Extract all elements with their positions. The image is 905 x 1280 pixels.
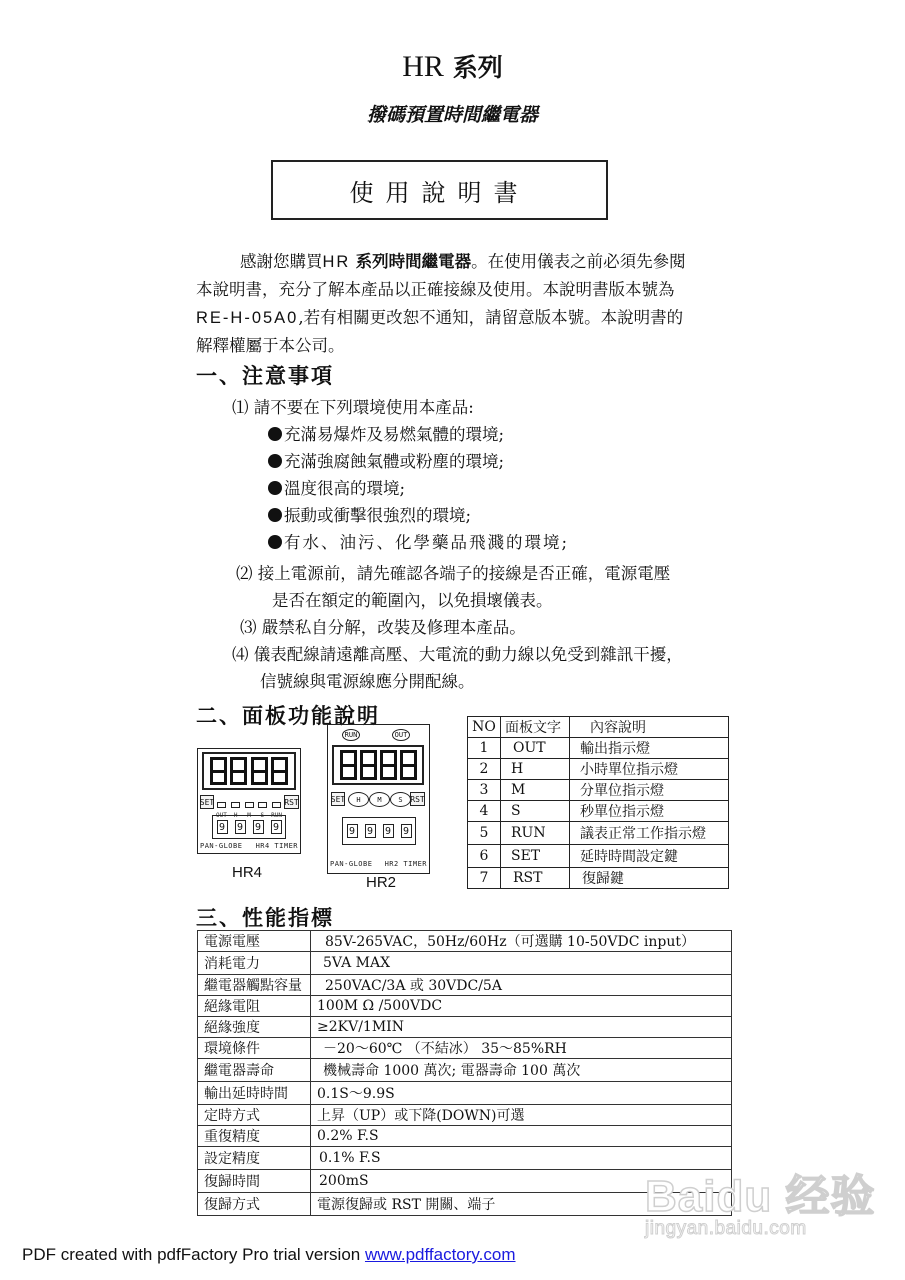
bullet-icon bbox=[268, 427, 282, 441]
hr4-caption: HR4 bbox=[232, 864, 263, 881]
pdf-footer bbox=[22, 1245, 516, 1265]
hr4-brand: PAN-GLOBE bbox=[200, 842, 243, 850]
hr2-out-indicator: OUT bbox=[392, 729, 410, 741]
column-header: NO bbox=[468, 717, 501, 738]
panel-function-table bbox=[467, 716, 729, 889]
spec-label: 絕緣電阻 bbox=[198, 996, 311, 1017]
cell-no: 5 bbox=[468, 822, 501, 845]
thumbwheel-digit: 9 bbox=[217, 820, 228, 834]
oval-m: M bbox=[369, 792, 390, 807]
spec-value: 200mS bbox=[311, 1170, 732, 1193]
hr2-unit-indicators bbox=[348, 792, 411, 807]
thumbwheel-digit: 9 bbox=[365, 824, 376, 838]
spec-label: 定時方式 bbox=[198, 1105, 311, 1126]
spec-label: 繼電器壽命 bbox=[198, 1059, 311, 1082]
bullet-item bbox=[268, 529, 569, 556]
spec-label: 復歸時間 bbox=[198, 1170, 311, 1193]
hr4-thumbwheel-switch bbox=[212, 815, 286, 839]
footer-text: PDF created with pdfFactory Pro trial version bbox=[22, 1245, 365, 1264]
oval-h: H bbox=[348, 792, 369, 807]
cell-label: OUT bbox=[501, 738, 570, 759]
led-icon bbox=[258, 802, 267, 808]
hr2-display bbox=[332, 745, 424, 785]
bullet-text: 有水、油污、化學藥品飛濺的環境; bbox=[284, 533, 570, 552]
cell-desc: 復歸鍵 bbox=[570, 868, 729, 889]
digit-segment bbox=[251, 757, 268, 785]
spec-value: 0.1S～9.9S bbox=[311, 1082, 732, 1105]
hr2-rst-button: RST bbox=[410, 792, 425, 806]
item-number: ⑴ bbox=[232, 398, 249, 417]
table-row bbox=[198, 996, 732, 1017]
led-label: RUN bbox=[271, 812, 282, 819]
spec-value: 0.2% F.S bbox=[311, 1126, 732, 1147]
hr4-display bbox=[202, 752, 296, 790]
item-text: 嚴禁私自分解，改裝及修理本產品。 bbox=[261, 618, 526, 637]
hr2-caption: HR2 bbox=[366, 874, 397, 891]
caution-bullet-list bbox=[268, 421, 569, 556]
bullet-text: 溫度很高的環境; bbox=[284, 479, 406, 498]
table-row bbox=[468, 759, 729, 780]
table-row bbox=[468, 822, 729, 845]
spec-label: 輸出延時時間 bbox=[198, 1082, 311, 1105]
cell-label: H bbox=[501, 759, 570, 780]
hr2-set-button: SET bbox=[331, 792, 345, 806]
table-row bbox=[198, 1126, 732, 1147]
led-label: S bbox=[260, 812, 265, 819]
digit-segment bbox=[230, 757, 247, 785]
column-header: 內容說明 bbox=[570, 717, 729, 738]
item-text: 信號線與電源線應分開配線。 bbox=[260, 672, 475, 691]
series-cn: 系列 bbox=[452, 53, 503, 82]
caution-item-2 bbox=[236, 560, 670, 614]
cell-label: RUN bbox=[501, 822, 570, 845]
intro-text: 感謝您購買 bbox=[240, 252, 323, 271]
intro-line-1 bbox=[196, 248, 744, 276]
cell-no: 7 bbox=[468, 868, 501, 889]
hr4-model: HR4 TIMER bbox=[255, 842, 298, 850]
watermark-url: jingyan.baidu.com bbox=[645, 1218, 807, 1239]
cell-label: SET bbox=[501, 845, 570, 868]
item-text: 儀表配線請遠離高壓、大電流的動力線以免受到雜訊干擾， bbox=[253, 645, 683, 664]
table-row bbox=[198, 1105, 732, 1126]
item-text: 是否在額定的範圍內，以免損壞儀表。 bbox=[272, 591, 553, 610]
led-icon bbox=[245, 802, 254, 808]
digit-segment bbox=[271, 757, 288, 785]
caution-item-3 bbox=[240, 614, 526, 641]
item-number: ⑶ bbox=[240, 618, 257, 637]
spec-label: 電源電壓 bbox=[198, 931, 311, 952]
digit-segment bbox=[210, 757, 227, 785]
hr2-model: HR2 TIMER bbox=[384, 860, 427, 868]
baidu-watermark bbox=[645, 1160, 875, 1240]
thumbwheel-digit: 9 bbox=[383, 824, 394, 838]
bullet-icon bbox=[268, 454, 282, 468]
table-row bbox=[198, 952, 732, 975]
spec-value: 上昇（UP）或下降(DOWN)可選 bbox=[311, 1105, 732, 1126]
spec-value: 機械壽命 1000 萬次; 電器壽命 100 萬次 bbox=[311, 1059, 732, 1082]
bullet-text: 充滿易爆炸及易燃氣體的環境; bbox=[284, 425, 505, 444]
cell-desc: 小時單位指示燈 bbox=[570, 759, 729, 780]
intro-product: 系列時間繼電器 bbox=[355, 252, 472, 271]
spec-value: ≥2KV/1MIN bbox=[311, 1017, 732, 1038]
spec-label: 重復精度 bbox=[198, 1126, 311, 1147]
intro-paragraph bbox=[196, 248, 744, 360]
spec-value: 電源復歸或 RST 開關、端子 bbox=[311, 1193, 732, 1216]
hr2-thumbwheel-switch bbox=[342, 817, 416, 845]
document-subtitle: 撥碼預置時間繼電器 bbox=[366, 104, 538, 126]
watermark-logo: Baidu 经验 bbox=[645, 1172, 876, 1221]
intro-text: ,若有相關更改恕不通知，請留意版本號。本說明書的 bbox=[298, 308, 684, 327]
spec-label: 繼電器觸點容量 bbox=[198, 975, 311, 996]
oval-s: S bbox=[390, 792, 411, 807]
manual-title: 使用說明書 bbox=[349, 178, 530, 207]
thumbwheel-digit: 9 bbox=[271, 820, 282, 834]
item-number: ⑷ bbox=[232, 645, 249, 664]
hr2-brand: PAN-GLOBE bbox=[330, 860, 373, 868]
manual-title-box bbox=[271, 160, 608, 220]
table-row bbox=[468, 801, 729, 822]
intro-series: HR bbox=[322, 253, 351, 271]
section-2-heading: 二、面板功能說明 bbox=[196, 704, 380, 728]
digit-segment bbox=[360, 750, 377, 780]
cell-desc: 輸出指示燈 bbox=[570, 738, 729, 759]
table-row bbox=[198, 1038, 732, 1059]
bullet-item bbox=[268, 421, 569, 448]
led-icon bbox=[217, 802, 226, 808]
thumbwheel-digit: 9 bbox=[253, 820, 264, 834]
spec-label: 絕緣強度 bbox=[198, 1017, 311, 1038]
cell-desc: 延時時間設定鍵 bbox=[570, 845, 729, 868]
column-header: 面板文字 bbox=[501, 717, 570, 738]
cell-no: 6 bbox=[468, 845, 501, 868]
section-3-heading: 三、性能指標 bbox=[196, 906, 334, 930]
intro-line-2: 本說明書，充分了解本產品以正確接線及使用。本說明書版本號為 bbox=[196, 280, 675, 299]
section-1-heading: 一、注意事項 bbox=[196, 364, 334, 388]
hr2-run-indicator: RUN bbox=[342, 729, 360, 741]
cell-label: S bbox=[501, 801, 570, 822]
caution-item-1 bbox=[232, 394, 474, 421]
table-row bbox=[198, 1017, 732, 1038]
version-code: RE-H-05A0 bbox=[196, 309, 299, 327]
table-row bbox=[468, 868, 729, 889]
spec-value: 100M Ω /500VDC bbox=[311, 996, 732, 1017]
bullet-icon bbox=[268, 508, 282, 522]
cell-no: 1 bbox=[468, 738, 501, 759]
item-number: ⑵ bbox=[236, 564, 253, 583]
series-en: HR bbox=[402, 50, 444, 83]
digit-segment bbox=[340, 750, 357, 780]
led-label: M bbox=[247, 812, 251, 819]
intro-text: 。在使用儀表之前必須先參閱 bbox=[471, 252, 686, 271]
bullet-item bbox=[268, 475, 569, 502]
cell-label: RST bbox=[501, 868, 570, 889]
table-header-row bbox=[468, 717, 729, 738]
bullet-item bbox=[268, 448, 569, 475]
table-row bbox=[198, 975, 732, 996]
document-title bbox=[0, 48, 905, 84]
spec-label: 環境條件 bbox=[198, 1038, 311, 1059]
cell-desc: 秒單位指示燈 bbox=[570, 801, 729, 822]
hr4-rst-button: RST bbox=[284, 795, 299, 809]
spec-value: －20～60℃ （不結冰） 35～85%RH bbox=[311, 1038, 732, 1059]
cell-label: M bbox=[501, 780, 570, 801]
table-row bbox=[468, 845, 729, 868]
intro-line-4: 解釋權屬于本公司。 bbox=[196, 336, 345, 355]
spec-label: 復歸方式 bbox=[198, 1193, 311, 1216]
table-row bbox=[468, 738, 729, 759]
spec-value: 5VA MAX bbox=[311, 952, 732, 975]
cell-desc: 議表正常工作指示燈 bbox=[570, 822, 729, 845]
spec-value: 0.1% F.S bbox=[311, 1147, 732, 1170]
bullet-text: 充滿強腐蝕氣體或粉塵的環境; bbox=[284, 452, 505, 471]
led-icon bbox=[272, 802, 281, 808]
hr4-set-button: SET bbox=[200, 795, 214, 809]
spec-value: 85V-265VAC，50Hz/60Hz（可選購 10-50VDC input） bbox=[311, 931, 732, 952]
thumbwheel-digit: 9 bbox=[347, 824, 358, 838]
spec-label: 消耗電力 bbox=[198, 952, 311, 975]
table-row bbox=[198, 1082, 732, 1105]
cell-desc: 分單位指示燈 bbox=[570, 780, 729, 801]
bullet-icon bbox=[268, 481, 282, 495]
led-label: H bbox=[233, 812, 238, 819]
item-text: 接上電源前，請先確認各端子的接線是否正確，電源電壓 bbox=[257, 564, 671, 583]
bullet-icon bbox=[268, 535, 282, 549]
led-icon bbox=[231, 802, 240, 808]
thumbwheel-digit: 9 bbox=[401, 824, 412, 838]
led-label: OUT bbox=[216, 812, 227, 819]
digit-segment bbox=[400, 750, 417, 780]
intro-line-3 bbox=[196, 304, 744, 332]
hr4-panel-drawing bbox=[197, 748, 301, 854]
thumbwheel-digit: 9 bbox=[235, 820, 246, 834]
cell-no: 2 bbox=[468, 759, 501, 780]
item-text: 請不要在下列環境使用本產品: bbox=[253, 398, 474, 417]
spec-value: 250VAC/3A 或 30VDC/5A bbox=[311, 975, 732, 996]
cell-no: 4 bbox=[468, 801, 501, 822]
table-row bbox=[198, 931, 732, 952]
table-row bbox=[198, 1059, 732, 1082]
bullet-item bbox=[268, 502, 569, 529]
bullet-text: 振動或衝擊很強烈的環境; bbox=[284, 506, 472, 525]
hr2-panel-drawing bbox=[327, 724, 430, 874]
digit-segment bbox=[380, 750, 397, 780]
footer-link[interactable]: www.pdffactory.com bbox=[364, 1245, 516, 1264]
table-row bbox=[468, 780, 729, 801]
cell-no: 3 bbox=[468, 780, 501, 801]
spec-label: 設定精度 bbox=[198, 1147, 311, 1170]
caution-item-4 bbox=[232, 641, 683, 695]
